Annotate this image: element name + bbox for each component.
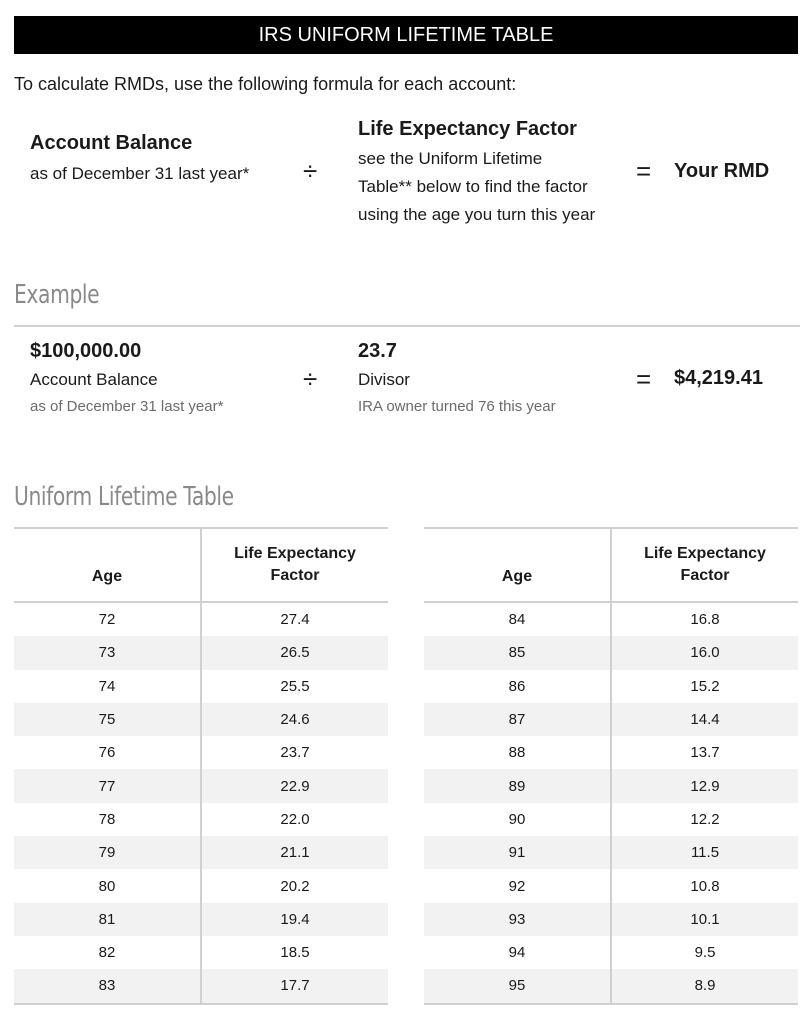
factor-cell: 17.7 <box>280 977 310 995</box>
factor-cell: 23.7 <box>280 744 310 762</box>
age-cell: 86 <box>424 670 611 703</box>
table-row <box>14 969 388 1003</box>
factor-cell: 27.4 <box>280 611 310 629</box>
factor-cell: 20.2 <box>280 877 310 895</box>
table-row <box>14 936 388 969</box>
col-header-age: Age <box>14 528 201 602</box>
age-cell: 87 <box>424 703 611 736</box>
age-cell: 95 <box>424 969 611 1003</box>
factor-cell: 25.5 <box>280 677 310 695</box>
formula-right-title: Life Expectancy Factor <box>358 118 577 140</box>
age-cell: 89 <box>424 769 611 802</box>
age-cell: 92 <box>424 869 611 902</box>
factor-cell: 12.9 <box>690 777 720 795</box>
age-cell: 78 <box>14 803 201 836</box>
table-row <box>14 670 388 703</box>
example-equals-icon: = <box>636 364 652 394</box>
formula-left-sub: as of December 31 last year* <box>30 164 250 183</box>
factor-cell: 10.1 <box>690 910 720 928</box>
table-row <box>14 869 388 902</box>
age-cell: 93 <box>424 903 611 936</box>
intro-text: To calculate RMDs, use the following formula for each account: <box>14 74 517 94</box>
table-row <box>14 836 388 869</box>
example-divisor-label: Divisor <box>358 370 410 389</box>
divide-icon: ÷ <box>303 156 318 186</box>
age-cell: 77 <box>14 769 201 802</box>
formula-right-line3: using the age you turn this year <box>358 205 596 224</box>
example-amount-label: Account Balance <box>30 370 158 389</box>
factor-cell: 11.5 <box>690 844 720 862</box>
table-row <box>424 602 798 636</box>
col-header-factor: Life Expectancy Factor <box>644 545 766 584</box>
table-row <box>14 703 388 736</box>
example-amount: $100,000.00 <box>30 340 142 362</box>
formula-right-line1: see the Uniform Lifetime <box>358 149 543 168</box>
table-row <box>424 736 798 769</box>
age-cell: 90 <box>424 803 611 836</box>
table-row <box>424 936 798 969</box>
factor-cell: 16.8 <box>690 611 720 629</box>
age-cell: 74 <box>14 670 201 703</box>
table-row <box>14 602 388 636</box>
table-row <box>14 903 388 936</box>
factor-cell: 8.9 <box>694 977 716 995</box>
factor-cell: 12.2 <box>690 810 720 828</box>
age-cell: 91 <box>424 836 611 869</box>
age-cell: 82 <box>14 936 201 969</box>
factor-cell: 9.5 <box>694 944 716 962</box>
table-row <box>424 803 798 836</box>
age-cell: 81 <box>14 903 201 936</box>
example-divider <box>14 325 800 327</box>
page-banner: IRS UNIFORM LIFETIME TABLE <box>14 16 798 54</box>
table-row <box>424 636 798 669</box>
example-divisor: 23.7 <box>358 340 397 362</box>
lifetime-table-left <box>14 527 388 1005</box>
age-cell: 80 <box>14 869 201 902</box>
factor-cell: 26.5 <box>280 644 310 662</box>
lifetime-table-right <box>424 527 798 1005</box>
formula-left-title: Account Balance <box>30 132 193 154</box>
factor-cell: 14.4 <box>690 711 720 729</box>
age-cell: 72 <box>14 602 201 636</box>
factor-cell: 18.5 <box>280 944 310 962</box>
formula-right-line2: Table** below to find the factor <box>358 177 588 196</box>
example-divisor-sub: IRA owner turned 76 this year <box>358 398 556 415</box>
equals-icon: = <box>636 156 652 186</box>
age-cell: 73 <box>14 636 201 669</box>
table-row <box>424 703 798 736</box>
example-heading: Example <box>14 280 100 310</box>
factor-cell: 24.6 <box>280 711 310 729</box>
table-row <box>424 836 798 869</box>
formula-result: Your RMD <box>674 160 770 182</box>
factor-cell: 22.0 <box>280 810 310 828</box>
age-cell: 85 <box>424 636 611 669</box>
table-row <box>14 736 388 769</box>
age-cell: 76 <box>14 736 201 769</box>
table-row <box>14 803 388 836</box>
age-cell: 75 <box>14 703 201 736</box>
age-cell: 88 <box>424 736 611 769</box>
example-result: $4,219.41 <box>674 367 763 389</box>
age-cell: 84 <box>424 602 611 636</box>
example-divide-icon: ÷ <box>303 364 318 394</box>
factor-cell: 16.0 <box>690 644 720 662</box>
col-header-factor: Life Expectancy Factor <box>234 545 356 584</box>
table-row <box>424 969 798 1003</box>
factor-cell: 13.7 <box>690 744 720 762</box>
table-row <box>14 769 388 802</box>
table-heading: Uniform Lifetime Table <box>14 482 234 512</box>
age-cell: 83 <box>14 969 201 1003</box>
table-row <box>424 670 798 703</box>
factor-cell: 19.4 <box>280 910 310 928</box>
factor-cell: 10.8 <box>690 877 720 895</box>
table-row <box>14 636 388 669</box>
example-amount-sub: as of December 31 last year* <box>30 398 224 415</box>
table-row <box>424 769 798 802</box>
age-cell: 94 <box>424 936 611 969</box>
factor-cell: 21.1 <box>280 844 310 862</box>
factor-cell: 15.2 <box>690 677 720 695</box>
factor-cell: 22.9 <box>280 777 310 795</box>
age-cell: 79 <box>14 836 201 869</box>
table-row <box>424 869 798 902</box>
table-row <box>424 903 798 936</box>
col-header-age: Age <box>424 528 611 602</box>
